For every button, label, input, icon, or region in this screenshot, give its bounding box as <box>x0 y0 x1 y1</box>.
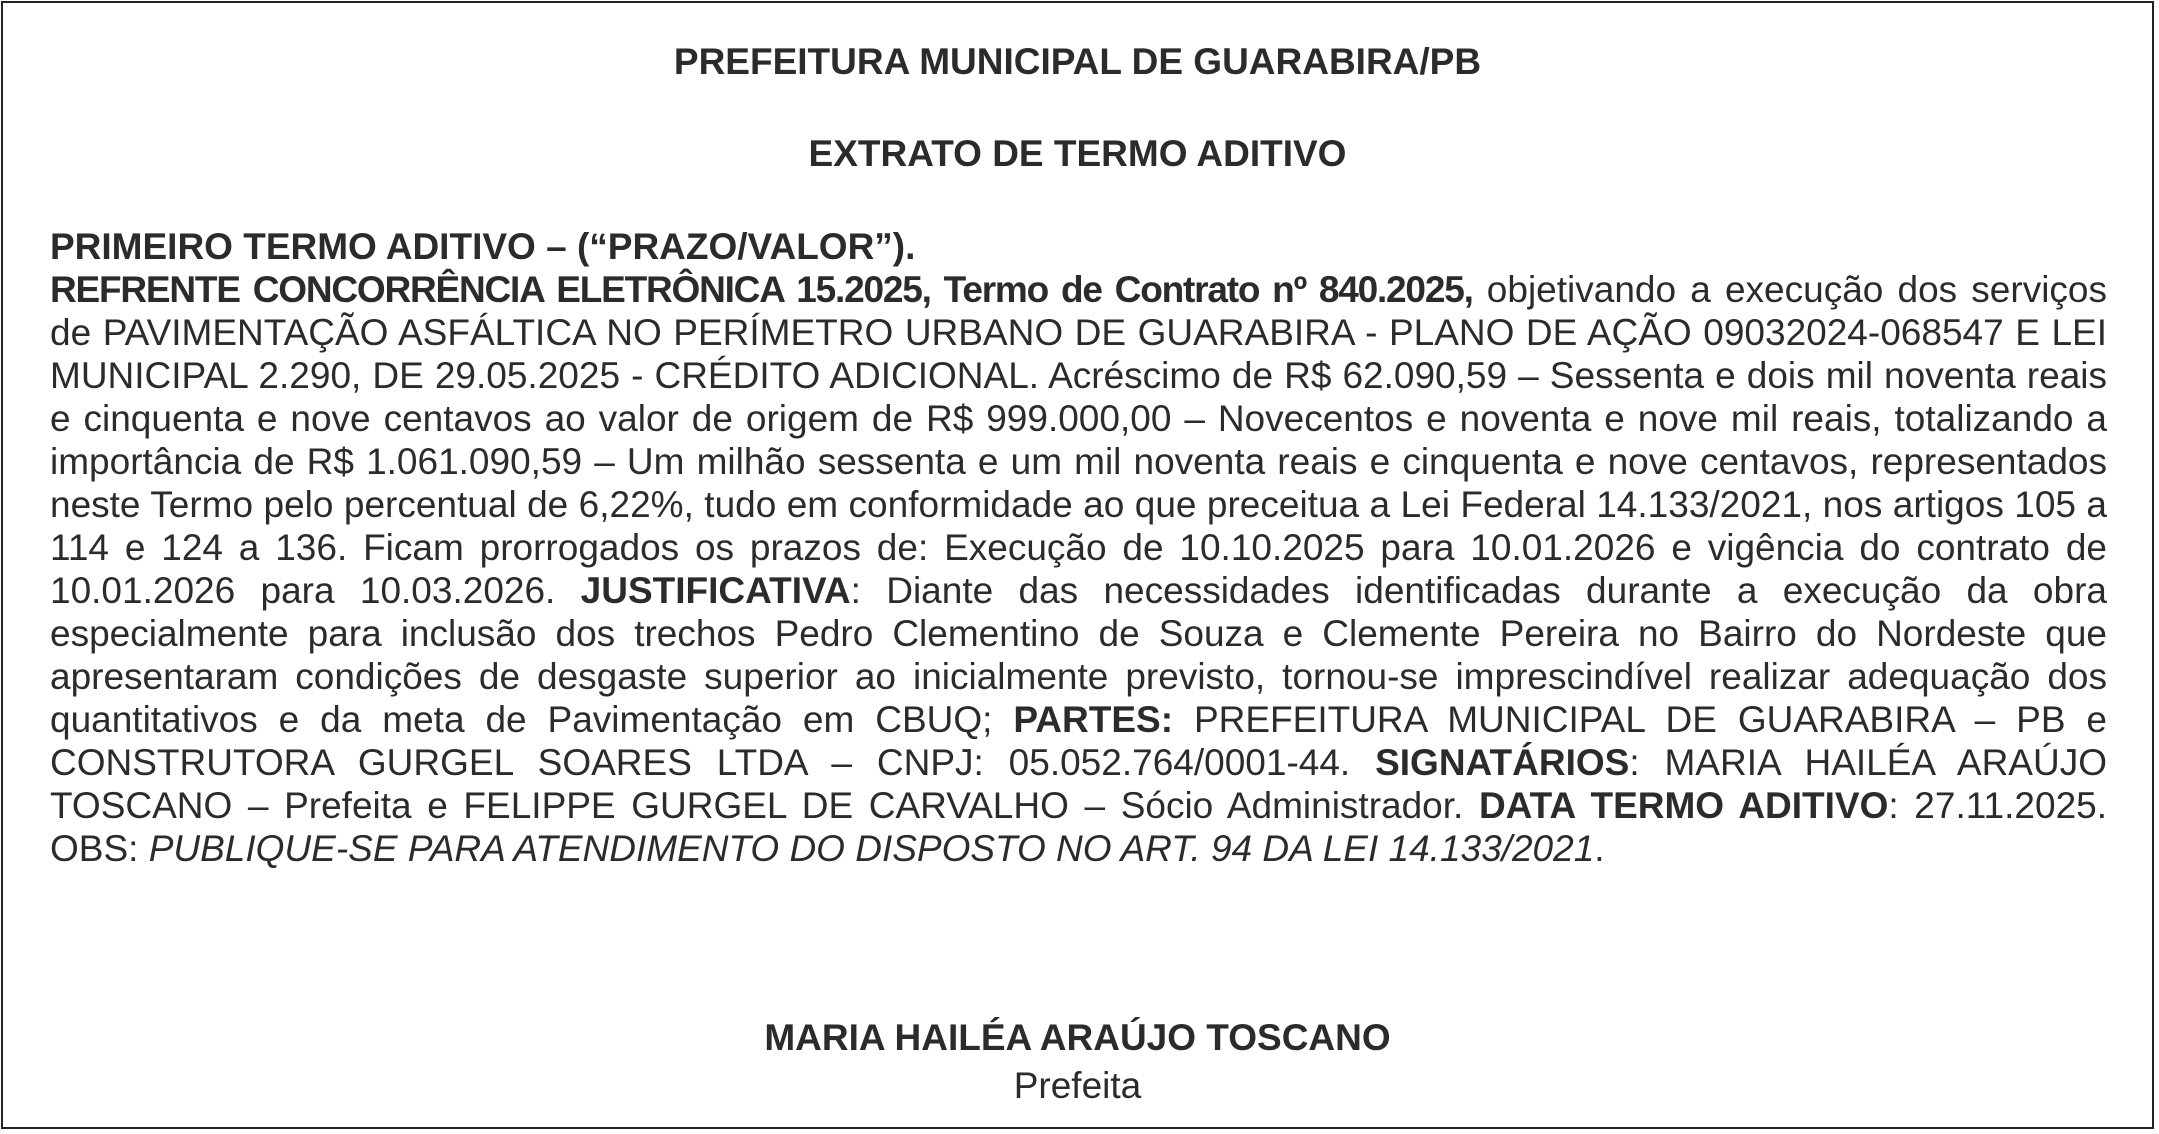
document-subtitle: EXTRATO DE TERMO ADITIVO <box>808 133 1347 174</box>
reference-bold: REFRENTE CONCORRÊNCIA ELETRÔNICA 15.2025, Termo de Contrato nº 840.2025, <box>50 269 1473 310</box>
paragraph-part-1: objetivando a execução dos serviços de PAVIMENTAÇÃO ASFÁLTICA NO PERÍMETRO URBANO DE GUARABIRA - PLANO DE AÇÃO 09032024-068547 E LEI MUNICIPAL 2.290, DE 29.05.2025 - CRÉDITO ADICIONAL. Acréscimo de R$ 62.090,59 – Sessenta e dois mil noventa reais e cinquenta e nove centavos ao valor de origem de R$ 999.000,00 – Novecentos e noventa e nove mil reais, totalizando a importância de R$ 1.061.090,59 – Um milhão sessenta e um mil noventa reais e cinquenta e nove centavos, representados neste Termo pelo percentual de 6,22%, tudo em conformidade ao que preceitua a Lei Federal 14.133/2021, nos artigos 105 a 114 e 124 a 136. Ficam prorrogados os prazos de: Execução de 10.10.2025 para 10.01.2026 e vigência do contrato de 10.01.2026 para 10.03.2026. <box>50 269 2107 611</box>
page-title: PREFEITURA MUNICIPAL DE GUARABIRA/PB <box>673 41 1482 82</box>
paragraph-end: . <box>1594 828 1605 869</box>
obs-italic-text: PUBLIQUE-SE PARA ATENDIMENTO DO DISPOSTO NO ART. 94 DA LEI 14.133/2021 <box>148 828 1595 869</box>
paragraph-part-2: : Diante das necessidades identificadas durante a execução da obra especialmente para inclusão dos trechos Pedro Clementino de Souza e Clemente Pereira no Bairro do Nordeste que apresentaram condições de desgaste superior ao inicialmente previsto, tornou-se imprescindível realizar adequação dos quantitativos e da meta de Pavimentação em CBUQ; <box>50 570 2107 740</box>
paragraph-part-5: : 27.11.2025. OBS: <box>50 785 2108 869</box>
document-frame <box>1 1 2154 1129</box>
justificativa-label: JUSTIFICATIVA <box>580 570 851 611</box>
amendment-heading <box>50 225 2107 268</box>
data-termo-label: DATA TERMO ADITIVO <box>1478 785 1889 826</box>
document-body <box>50 225 2107 870</box>
paragraph-part-3: PREFEITURA MUNICIPAL DE GUARABIRA – PB e CONSTRUTORA GURGEL SOARES LTDA – CNPJ: 05.052.764/0001-44. <box>50 699 2108 783</box>
signatarios-label: SIGNATÁRIOS <box>1375 742 1630 783</box>
signatory-name: MARIA HAILÉA ARAÚJO TOSCANO <box>764 1017 1391 1058</box>
amendment-paragraph <box>50 268 2107 870</box>
amendment-heading-text: PRIMEIRO TERMO ADITIVO – (“PRAZO/VALOR”). <box>50 226 916 267</box>
paragraph-part-4: : MARIA HAILÉA ARAÚJO TOSCANO – Prefeita e FELIPPE GURGEL DE CARVALHO – Sócio Administrador. <box>50 742 2107 826</box>
partes-label: PARTES: <box>1013 699 1174 740</box>
signatory-role: Prefeita <box>1013 1065 1142 1106</box>
